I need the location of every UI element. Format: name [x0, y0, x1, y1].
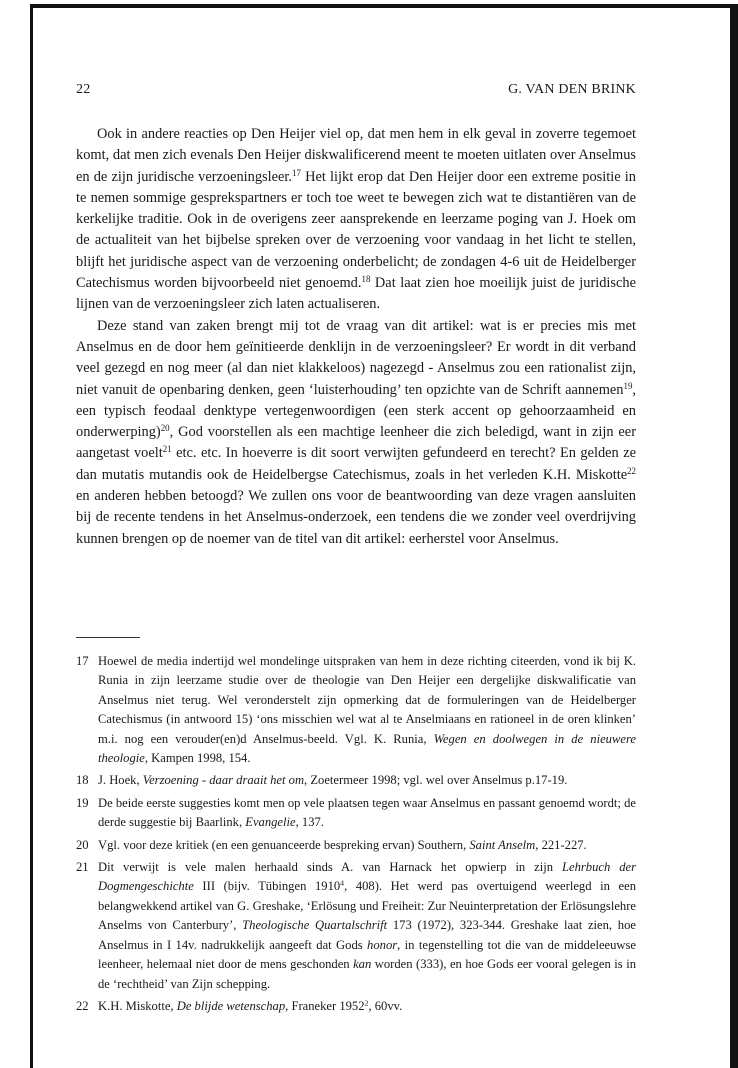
footnotes — [76, 652, 636, 1019]
text-run: , 408). Het werd pas overtuigend weerlegd in een belangwekkend artikel van G. Greshake, ‘Erlösung und Freiheit: Zur Neuinterpretation der Erlösungslehre Anselms von Canterbury’, — [98, 879, 636, 933]
footnote-text — [98, 771, 636, 790]
text-run: etc. etc. In hoeverre is dit soort verwijten gefundeerd en terecht? En gelden ze dan mutatis mutandis ook de Heidelbergse Catechismus, zoals in het verleden K.H. Miskotte — [76, 445, 636, 483]
term-italic: kan — [353, 957, 372, 972]
text-run: , 60vv. — [368, 998, 403, 1013]
footnote-ref-22[interactable]: 22 — [627, 465, 636, 476]
title-italic: De blijde wetenschap — [176, 998, 286, 1013]
footnote-text — [98, 652, 636, 768]
text-run: , God voorstellen als een machtige leenheer die zich beledigd, want in zijn eer aangetast voelt — [76, 424, 636, 462]
footnote-17 — [76, 652, 636, 768]
text-run: worden (333), en hoe Gods eer vooral gelegen is in de ‘rechtheid’ van Zijn schepping. — [98, 957, 636, 991]
footnote-ref-18[interactable]: 18 — [361, 274, 371, 285]
footnote-ref-17[interactable]: 17 — [292, 167, 301, 178]
term-italic: honor — [367, 937, 398, 952]
text-run: Dit verwijt is vele malen herhaald sinds A. van Harnack het opwierp in zijn — [98, 860, 562, 875]
scan-edge-top — [30, 4, 738, 8]
edition-superscript: 2 — [364, 998, 369, 1008]
footnote-18 — [76, 771, 636, 790]
page-number: 22 — [76, 82, 91, 97]
text-run: Hoewel de media indertijd wel mondelinge uitspraken van hem in deze richting citeerden, vond ik bij K. Runia in zijn leerzame studie over de theologie van Den Heijer een dergelijke diskwalificatie van Anselmus niet terug. Wel veronderstelt zijn opmerking dat de formuleringen van de Heidelberger Catechismus (in antwoord 15) ‘ons misschien wel wat al te Anselmiaans en rationeel in de oren klinken’ m.i. nog een verouder(en)d Anselmus-beeld. Vgl. K. Runia, — [98, 654, 636, 746]
title-italic: Evangelie — [245, 815, 296, 830]
paragraph-2 — [76, 316, 636, 550]
footnote-number: 22 — [76, 998, 89, 1013]
paragraph-1 — [76, 124, 636, 316]
footnote-19 — [76, 794, 636, 833]
text-run: Ook in andere reacties op Den Heijer viel op, dat men hem in elk geval in zoverre tegemoet komt, dat men zich evenals Den Heijer diskwalificerend meent te moeten uitlaten over Anselmus en de zijn juridische verzoeningsleer. — [76, 126, 636, 185]
footnote-ref-20[interactable]: 20 — [160, 423, 170, 434]
text-run: J. Hoek, — [98, 773, 143, 788]
text-run: Het lijkt erop dat Den Heijer door een extreme positie in te nemen sommige gesprekspartners er toch toe weet te bewegen zich wat te distantiëren van de kerkelijke traditie. Ook in de overigens zeer aansprekende en leerzame poging van J. Hoek om de actualiteit van het bijbelse spreken over de verzoening voor vandaag in het licht te stellen, blijft het juridische aspect van de verzoening onderbelicht; de zondagen 4-6 uit de Heidelberger Catechismus worden bijvoorbeeld niet genoemd. — [76, 168, 636, 292]
footnote-22 — [76, 997, 636, 1016]
footnote-number: 20 — [76, 837, 89, 852]
text-run: , 137. — [295, 815, 324, 830]
footnote-number: 17 — [76, 654, 89, 668]
text-run: , in tegenstelling tot die van de middeleeuwse leenheer, helemaal niet door de mens geschonden — [98, 937, 637, 972]
body-text — [76, 124, 636, 550]
text-run: Dat laat zien hoe moeilijk juist de juridische lijnen van de verzoeningsleer zich laten actualiseren. — [76, 275, 636, 313]
title-italic: Lehrbuch der Dogmengeschichte — [98, 860, 636, 894]
title-italic: Theologische Quartalschrift — [242, 918, 388, 933]
running-head-author: G. VAN DEN BRINK — [508, 82, 636, 97]
text-run: Deze stand van zaken brengt mij tot de vraag van dit artikel: wat is er precies mis met Anselmus en de door hem geïnitieerde denklijn in de verzoeningsleer? Er wordt in dit verband veel gezegd en nog meer (al dan niet klakkeloos) nagezegd - Anselmus zou een rationalist zijn, niet vanuit de openbaring denken, geen ‘luisterhouding’ ten opzichte van de Schrift aannemen — [76, 317, 636, 398]
running-head — [76, 82, 636, 102]
text-run: en anderen hebben betoogd? We zullen ons voor de beantwoording van deze vragen aansluiten bij de recente tendens in het Anselmus-onderzoek, een tendens die we zonder veel overdrijving kunnen brengen op de noemer van de titel van dit artikel: eerherstel voor Anselmus. — [76, 488, 636, 547]
text-run: , 221-227. — [535, 837, 587, 852]
text-run: III (bijv. Tübingen 1910 — [193, 879, 341, 894]
footnote-21 — [76, 858, 636, 994]
footnote-20 — [76, 836, 636, 855]
text-run: De beide eerste suggesties komt men op vele plaatsen tegen waar Anselmus en passant genoemd wordt; de derde suggestie bij Baarlink, — [98, 795, 636, 830]
text-run: , Franeker 1952 — [285, 998, 365, 1013]
footnote-ref-19[interactable]: 19 — [623, 380, 633, 391]
scan-edge-left — [30, 4, 33, 1068]
title-italic: Verzoening - daar draait het om — [142, 773, 305, 788]
footnote-number: 18 — [76, 773, 89, 788]
scan-edge-right — [730, 4, 738, 1068]
text-run: K.H. Miskotte, — [98, 998, 177, 1013]
text-run: , Kampen 1998, 154. — [144, 751, 251, 766]
footnote-text — [98, 836, 636, 855]
footnote-number: 19 — [76, 795, 89, 810]
footnote-text — [98, 794, 636, 833]
footnote-number: 21 — [76, 860, 89, 875]
footnote-ref-21[interactable]: 21 — [162, 444, 172, 455]
footnote-text — [98, 997, 636, 1016]
text-run: 173 (1972), 323-344. Greshake laat zien, hoe Anselmus in I 14v. nadrukkelijk aangeeft dat Gods — [98, 918, 636, 952]
footnote-text — [98, 858, 636, 994]
title-italic: Wegen en doolwegen in de nieuwere theologie — [98, 731, 636, 766]
text-run: Vgl. voor deze kritiek (en een genuanceerde bespreking ervan) Southern, — [98, 837, 470, 852]
title-italic: Saint Anselm — [469, 837, 536, 852]
text-run: , een typisch feodaal denktype vertegenwoordigen (een sterk accent op gehoorzaamheid en onderwerping) — [76, 381, 636, 441]
footnote-separator — [76, 637, 140, 638]
text-run: , Zoetermeer 1998; vgl. wel over Anselmus p.17-19. — [304, 773, 568, 788]
edition-superscript: 4 — [340, 879, 345, 889]
